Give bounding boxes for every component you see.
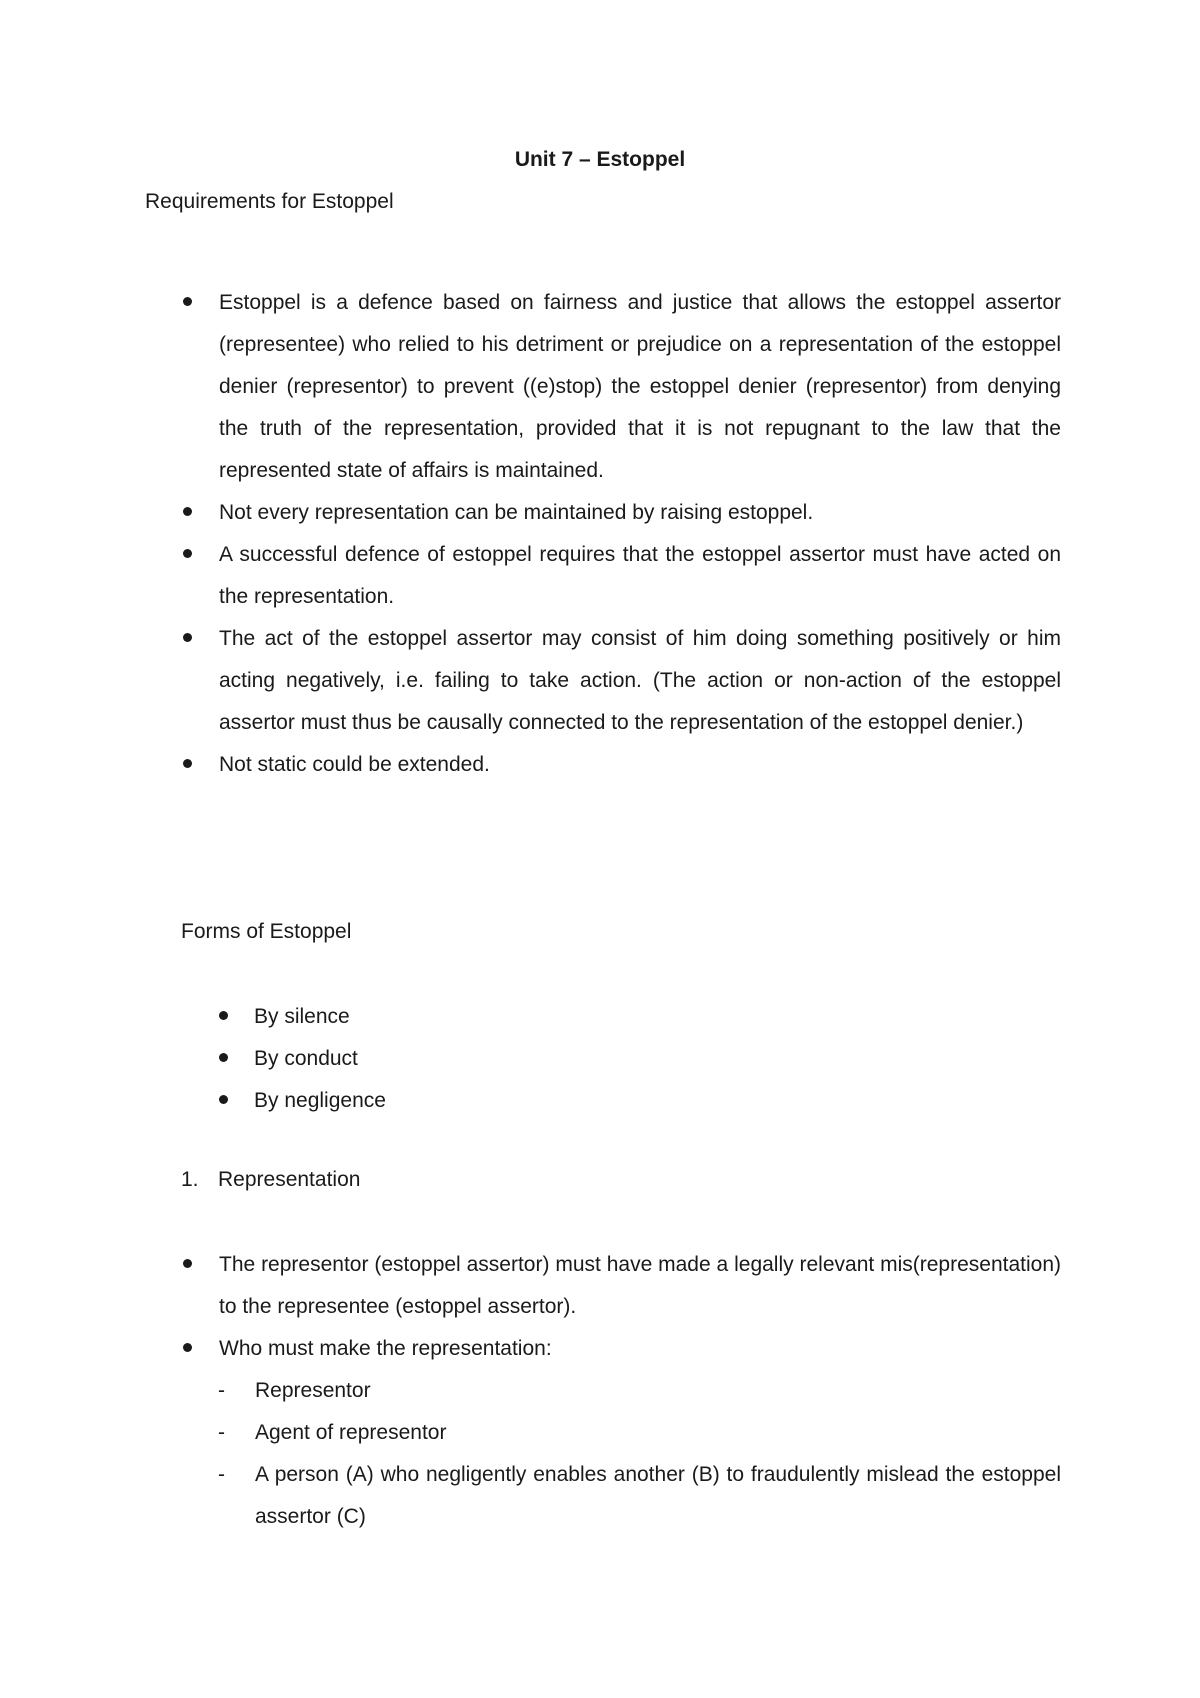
forms-list xyxy=(217,996,717,1122)
bullet-icon xyxy=(219,1053,228,1062)
dash-marker: - xyxy=(218,1463,225,1486)
who-must-make-list xyxy=(218,1370,1061,1538)
list-item: - Agent of representor xyxy=(218,1412,1061,1454)
bullet-icon xyxy=(183,549,192,558)
forms-heading: Forms of Estoppel xyxy=(181,920,352,943)
list-item: By conduct xyxy=(217,1038,717,1080)
list-item: Who must make the representation: xyxy=(181,1328,1061,1370)
list-item: - A person (A) who negligently enables another (B) to fraudulently mislead the estoppel assertor (C) xyxy=(218,1454,1061,1538)
list-item: The representor (estoppel assertor) must have made a legally relevant mis(representation) to the representee (estoppel assertor). xyxy=(181,1244,1061,1328)
bullet-icon xyxy=(183,633,192,642)
list-item: A successful defence of estoppel requires that the estoppel assertor must have acted on the representation. xyxy=(181,534,1061,618)
list-item: - Representor xyxy=(218,1370,1061,1412)
requirements-list xyxy=(181,282,1061,786)
bullet-icon xyxy=(183,507,192,516)
requirements-heading: Requirements for Estoppel xyxy=(145,190,394,213)
bullet-icon xyxy=(183,1259,192,1268)
bullet-icon xyxy=(219,1095,228,1104)
bullet-icon xyxy=(219,1011,228,1020)
section-heading: Representation xyxy=(218,1168,361,1191)
list-item: Estoppel is a defence based on fairness and justice that allows the estoppel assertor (representee) who relied to his detriment or prejudice on a representation of the estoppel denier (representor) to prevent ((e)stop) the estoppel denier (representor) from denying the truth of the representation, provided that it is not repugnant to the law that the represented state of affairs is maintained. xyxy=(181,282,1061,492)
section-number: 1. xyxy=(181,1168,199,1191)
page-title: Unit 7 – Estoppel xyxy=(514,148,686,171)
dash-marker: - xyxy=(218,1379,225,1402)
bullet-icon xyxy=(183,1343,192,1352)
dash-marker: - xyxy=(218,1421,225,1444)
bullet-icon xyxy=(183,297,192,306)
list-item: By negligence xyxy=(217,1080,717,1122)
list-item: Not every representation can be maintained by raising estoppel. xyxy=(181,492,1061,534)
list-item: Not static could be extended. xyxy=(181,744,1061,786)
list-item: The act of the estoppel assertor may consist of him doing something positively or him acting negatively, i.e. failing to take action. (The action or non-action of the estoppel assertor must thus be causally connected to the representation of the estoppel denier.) xyxy=(181,618,1061,744)
list-item: By silence xyxy=(217,996,717,1038)
bullet-icon xyxy=(183,759,192,768)
representation-list xyxy=(181,1244,1061,1370)
